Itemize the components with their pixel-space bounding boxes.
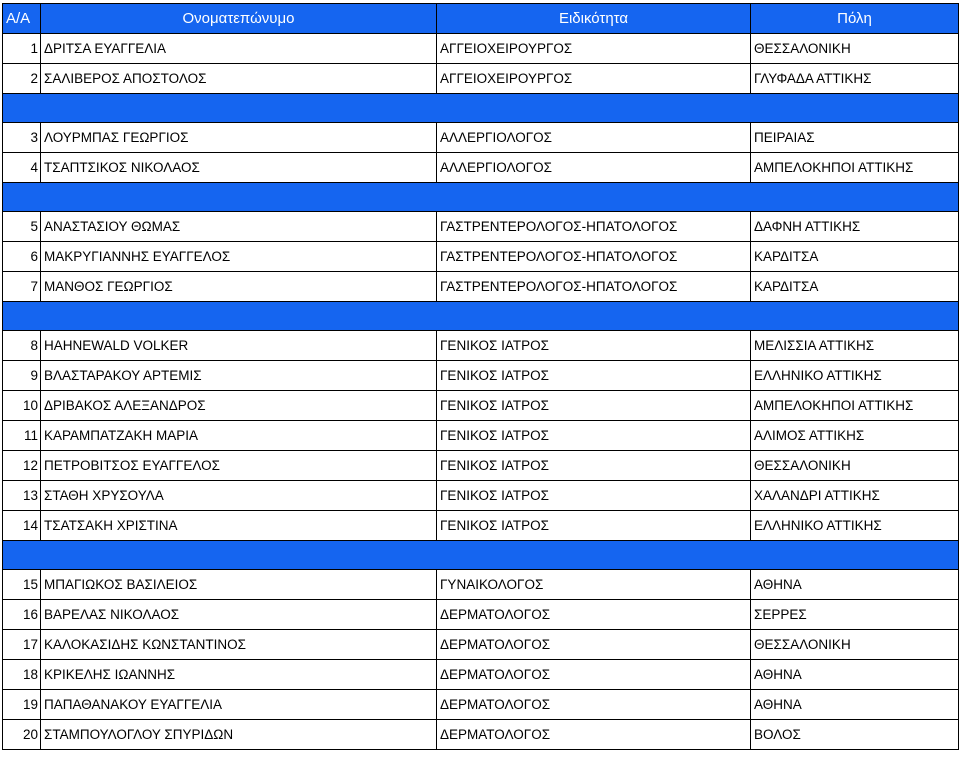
row-number: 18 xyxy=(3,660,41,690)
doctor-specialty: ΓΕΝΙΚΟΣ ΙΑΤΡΟΣ xyxy=(437,481,751,511)
table-row xyxy=(3,570,959,600)
doctor-city: ΓΛΥΦΑΔΑ ΑΤΤΙΚΗΣ xyxy=(751,64,959,94)
doctor-name: ΣΑΛΙΒΕΡΟΣ ΑΠΟΣΤΟΛΟΣ xyxy=(41,64,437,94)
column-header-name: Ονοματεπώνυμο xyxy=(41,4,437,34)
doctor-city: ΑΘΗΝΑ xyxy=(751,570,959,600)
row-number: 1 xyxy=(3,34,41,64)
doctor-specialty: ΓΑΣΤΡΕΝΤΕΡΟΛΟΓΟΣ-ΗΠΑΤΟΛΟΓΟΣ xyxy=(437,242,751,272)
table-row xyxy=(3,34,959,64)
row-number: 17 xyxy=(3,630,41,660)
column-header-number: Α/Α xyxy=(3,4,41,34)
row-number: 6 xyxy=(3,242,41,272)
doctor-specialty: ΓΕΝΙΚΟΣ ΙΑΤΡΟΣ xyxy=(437,331,751,361)
doctor-name: ΚΑΛΟΚΑΣΙΔΗΣ ΚΩΝΣΤΑΝΤΙΝΟΣ xyxy=(41,630,437,660)
doctor-city: ΚΑΡΔΙΤΣΑ xyxy=(751,242,959,272)
table-row xyxy=(3,242,959,272)
table-row xyxy=(3,153,959,183)
table-row xyxy=(3,123,959,153)
section-separator xyxy=(3,302,959,331)
doctor-city: ΑΜΠΕΛΟΚΗΠΟΙ ΑΤΤΙΚΗΣ xyxy=(751,391,959,421)
table-row xyxy=(3,421,959,451)
doctor-name: ΜΠΑΓΙΩΚΟΣ ΒΑΣΙΛΕΙΟΣ xyxy=(41,570,437,600)
table-row xyxy=(3,511,959,541)
table-row xyxy=(3,212,959,242)
doctors-table xyxy=(2,3,959,750)
section-separator xyxy=(3,94,959,123)
doctor-specialty: ΓΑΣΤΡΕΝΤΕΡΟΛΟΓΟΣ-ΗΠΑΤΟΛΟΓΟΣ xyxy=(437,212,751,242)
doctor-specialty: ΔΕΡΜΑΤΟΛΟΓΟΣ xyxy=(437,690,751,720)
column-header-city: Πόλη xyxy=(751,4,959,34)
table-row xyxy=(3,660,959,690)
doctor-name: ΜΑΝΘΟΣ ΓΕΩΡΓΙΟΣ xyxy=(41,272,437,302)
table-header xyxy=(3,4,959,34)
doctor-name: ΚΑΡΑΜΠΑΤΖΑΚΗ ΜΑΡΙΑ xyxy=(41,421,437,451)
doctor-specialty: ΑΛΛΕΡΓΙΟΛΟΓΟΣ xyxy=(437,153,751,183)
doctor-name: ΔΡΙΤΣΑ ΕΥΑΓΓΕΛΙΑ xyxy=(41,34,437,64)
row-number: 11 xyxy=(3,421,41,451)
doctor-name: ΣΤΑΜΠΟΥΛΟΓΛΟΥ ΣΠΥΡΙΔΩΝ xyxy=(41,720,437,750)
doctor-city: ΘΕΣΣΑΛΟΝΙΚΗ xyxy=(751,630,959,660)
table-row xyxy=(3,361,959,391)
doctor-name: ΑΝΑΣΤΑΣΙΟΥ ΘΩΜΑΣ xyxy=(41,212,437,242)
row-number: 4 xyxy=(3,153,41,183)
doctor-specialty: ΓΕΝΙΚΟΣ ΙΑΤΡΟΣ xyxy=(437,361,751,391)
doctor-city: ΜΕΛΙΣΣΙΑ ΑΤΤΙΚΗΣ xyxy=(751,331,959,361)
doctor-name: HAHNEWALD VOLKER xyxy=(41,331,437,361)
table-body xyxy=(3,34,959,750)
doctor-name: ΒΛΑΣΤΑΡΑΚΟΥ ΑΡΤΕΜΙΣ xyxy=(41,361,437,391)
doctor-city: ΑΘΗΝΑ xyxy=(751,660,959,690)
row-number: 5 xyxy=(3,212,41,242)
row-number: 16 xyxy=(3,600,41,630)
table-row xyxy=(3,272,959,302)
doctor-specialty: ΑΓΓΕΙΟΧΕΙΡΟΥΡΓΟΣ xyxy=(437,34,751,64)
table-row xyxy=(3,64,959,94)
row-number: 13 xyxy=(3,481,41,511)
row-number: 7 xyxy=(3,272,41,302)
row-number: 20 xyxy=(3,720,41,750)
section-separator-row xyxy=(3,94,959,123)
doctor-city: ΣΕΡΡΕΣ xyxy=(751,600,959,630)
table-row xyxy=(3,630,959,660)
doctor-specialty: ΔΕΡΜΑΤΟΛΟΓΟΣ xyxy=(437,720,751,750)
doctor-name: ΒΑΡΕΛΑΣ ΝΙΚΟΛΑΟΣ xyxy=(41,600,437,630)
table-row xyxy=(3,690,959,720)
row-number: 15 xyxy=(3,570,41,600)
doctor-specialty: ΓΥΝΑΙΚΟΛΟΓΟΣ xyxy=(437,570,751,600)
doctor-specialty: ΓΕΝΙΚΟΣ ΙΑΤΡΟΣ xyxy=(437,421,751,451)
doctor-name: ΛΟΥΡΜΠΑΣ ΓΕΩΡΓΙΟΣ xyxy=(41,123,437,153)
doctor-city: ΚΑΡΔΙΤΣΑ xyxy=(751,272,959,302)
doctor-city: ΕΛΛΗΝΙΚΟ ΑΤΤΙΚΗΣ xyxy=(751,361,959,391)
doctor-name: ΠΕΤΡΟΒΙΤΣΟΣ ΕΥΑΓΓΕΛΟΣ xyxy=(41,451,437,481)
doctor-specialty: ΑΛΛΕΡΓΙΟΛΟΓΟΣ xyxy=(437,123,751,153)
doctor-specialty: ΓΕΝΙΚΟΣ ΙΑΤΡΟΣ xyxy=(437,451,751,481)
table-row xyxy=(3,391,959,421)
table-row xyxy=(3,331,959,361)
table-row xyxy=(3,451,959,481)
table-row xyxy=(3,720,959,750)
header-row xyxy=(3,4,959,34)
doctor-name: ΚΡΙΚΕΛΗΣ ΙΩΑΝΝΗΣ xyxy=(41,660,437,690)
doctor-name: ΠΑΠΑΘΑΝΑΚΟΥ ΕΥΑΓΓΕΛΙΑ xyxy=(41,690,437,720)
doctor-name: ΜΑΚΡΥΓΙΑΝΝΗΣ ΕΥΑΓΓΕΛΟΣ xyxy=(41,242,437,272)
doctor-city: ΒΟΛΟΣ xyxy=(751,720,959,750)
doctor-name: ΤΣΑΠΤΣΙΚΟΣ ΝΙΚΟΛΑΟΣ xyxy=(41,153,437,183)
row-number: 14 xyxy=(3,511,41,541)
doctor-name: ΔΡΙΒΑΚΟΣ ΑΛΕΞΑΝΔΡΟΣ xyxy=(41,391,437,421)
doctor-name: ΣΤΑΘΗ ΧΡΥΣΟΥΛΑ xyxy=(41,481,437,511)
section-separator xyxy=(3,183,959,212)
doctor-specialty: ΔΕΡΜΑΤΟΛΟΓΟΣ xyxy=(437,600,751,630)
row-number: 9 xyxy=(3,361,41,391)
doctor-city: ΠΕΙΡΑΙΑΣ xyxy=(751,123,959,153)
section-separator-row xyxy=(3,541,959,570)
doctor-name: ΤΣΑΤΣΑΚΗ ΧΡΙΣΤΙΝΑ xyxy=(41,511,437,541)
row-number: 12 xyxy=(3,451,41,481)
doctor-specialty: ΔΕΡΜΑΤΟΛΟΓΟΣ xyxy=(437,630,751,660)
doctor-city: ΘΕΣΣΑΛΟΝΙΚΗ xyxy=(751,451,959,481)
doctor-city: ΧΑΛΑΝΔΡΙ ΑΤΤΙΚΗΣ xyxy=(751,481,959,511)
row-number: 19 xyxy=(3,690,41,720)
doctor-city: ΘΕΣΣΑΛΟΝΙΚΗ xyxy=(751,34,959,64)
section-separator xyxy=(3,541,959,570)
column-header-specialty: Ειδικότητα xyxy=(437,4,751,34)
doctor-city: ΑΛΙΜΟΣ ΑΤΤΙΚΗΣ xyxy=(751,421,959,451)
section-separator-row xyxy=(3,183,959,212)
row-number: 8 xyxy=(3,331,41,361)
table-row xyxy=(3,481,959,511)
doctor-city: ΑΘΗΝΑ xyxy=(751,690,959,720)
doctor-specialty: ΔΕΡΜΑΤΟΛΟΓΟΣ xyxy=(437,660,751,690)
doctor-specialty: ΓΕΝΙΚΟΣ ΙΑΤΡΟΣ xyxy=(437,391,751,421)
table-row xyxy=(3,600,959,630)
row-number: 2 xyxy=(3,64,41,94)
doctor-city: ΔΑΦΝΗ ΑΤΤΙΚΗΣ xyxy=(751,212,959,242)
section-separator-row xyxy=(3,302,959,331)
doctor-specialty: ΓΑΣΤΡΕΝΤΕΡΟΛΟΓΟΣ-ΗΠΑΤΟΛΟΓΟΣ xyxy=(437,272,751,302)
doctor-specialty: ΑΓΓΕΙΟΧΕΙΡΟΥΡΓΟΣ xyxy=(437,64,751,94)
doctor-city: ΕΛΛΗΝΙΚΟ ΑΤΤΙΚΗΣ xyxy=(751,511,959,541)
doctor-city: ΑΜΠΕΛΟΚΗΠΟΙ ΑΤΤΙΚΗΣ xyxy=(751,153,959,183)
row-number: 3 xyxy=(3,123,41,153)
row-number: 10 xyxy=(3,391,41,421)
doctor-specialty: ΓΕΝΙΚΟΣ ΙΑΤΡΟΣ xyxy=(437,511,751,541)
